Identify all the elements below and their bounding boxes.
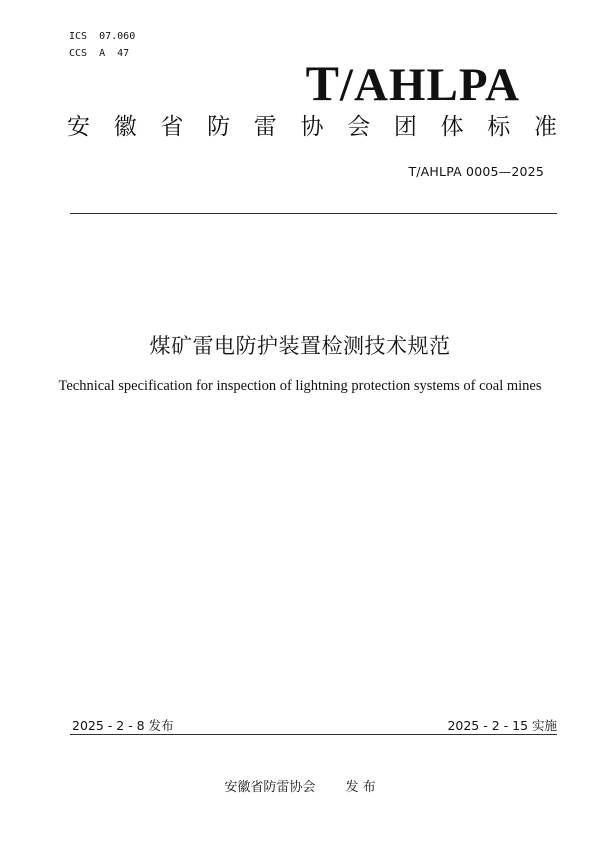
- standard-logo-prefix: T: [305, 55, 340, 111]
- standard-logo: [305, 55, 520, 111]
- top-divider: [70, 213, 557, 214]
- publisher-line: [0, 776, 600, 795]
- document-title-english: Technical specification for inspection of lightning protection systems of coal mines: [58, 378, 542, 394]
- publisher-action: 发 布: [345, 780, 376, 795]
- implementation-date: 2025 - 2 - 15 实施: [447, 718, 557, 733]
- standard-number: T/AHLPA 0005—2025: [408, 164, 544, 179]
- publisher-name: 安徽省防雷协会: [224, 780, 316, 795]
- standard-logo-rest: /AHLPA: [339, 59, 520, 111]
- bottom-divider: [70, 734, 557, 735]
- classification-codes: [69, 28, 135, 62]
- ccs-code: CCS A 47: [69, 48, 130, 59]
- ics-code: ICS 07.060: [69, 31, 136, 42]
- organization-title: 安 徽 省 防 雷 协 会 团 体 标 准: [67, 114, 557, 140]
- publish-date: 2025 - 2 - 8 发布: [72, 718, 174, 733]
- document-title-chinese: 煤矿雷电防护装置检测技术规范: [149, 334, 451, 358]
